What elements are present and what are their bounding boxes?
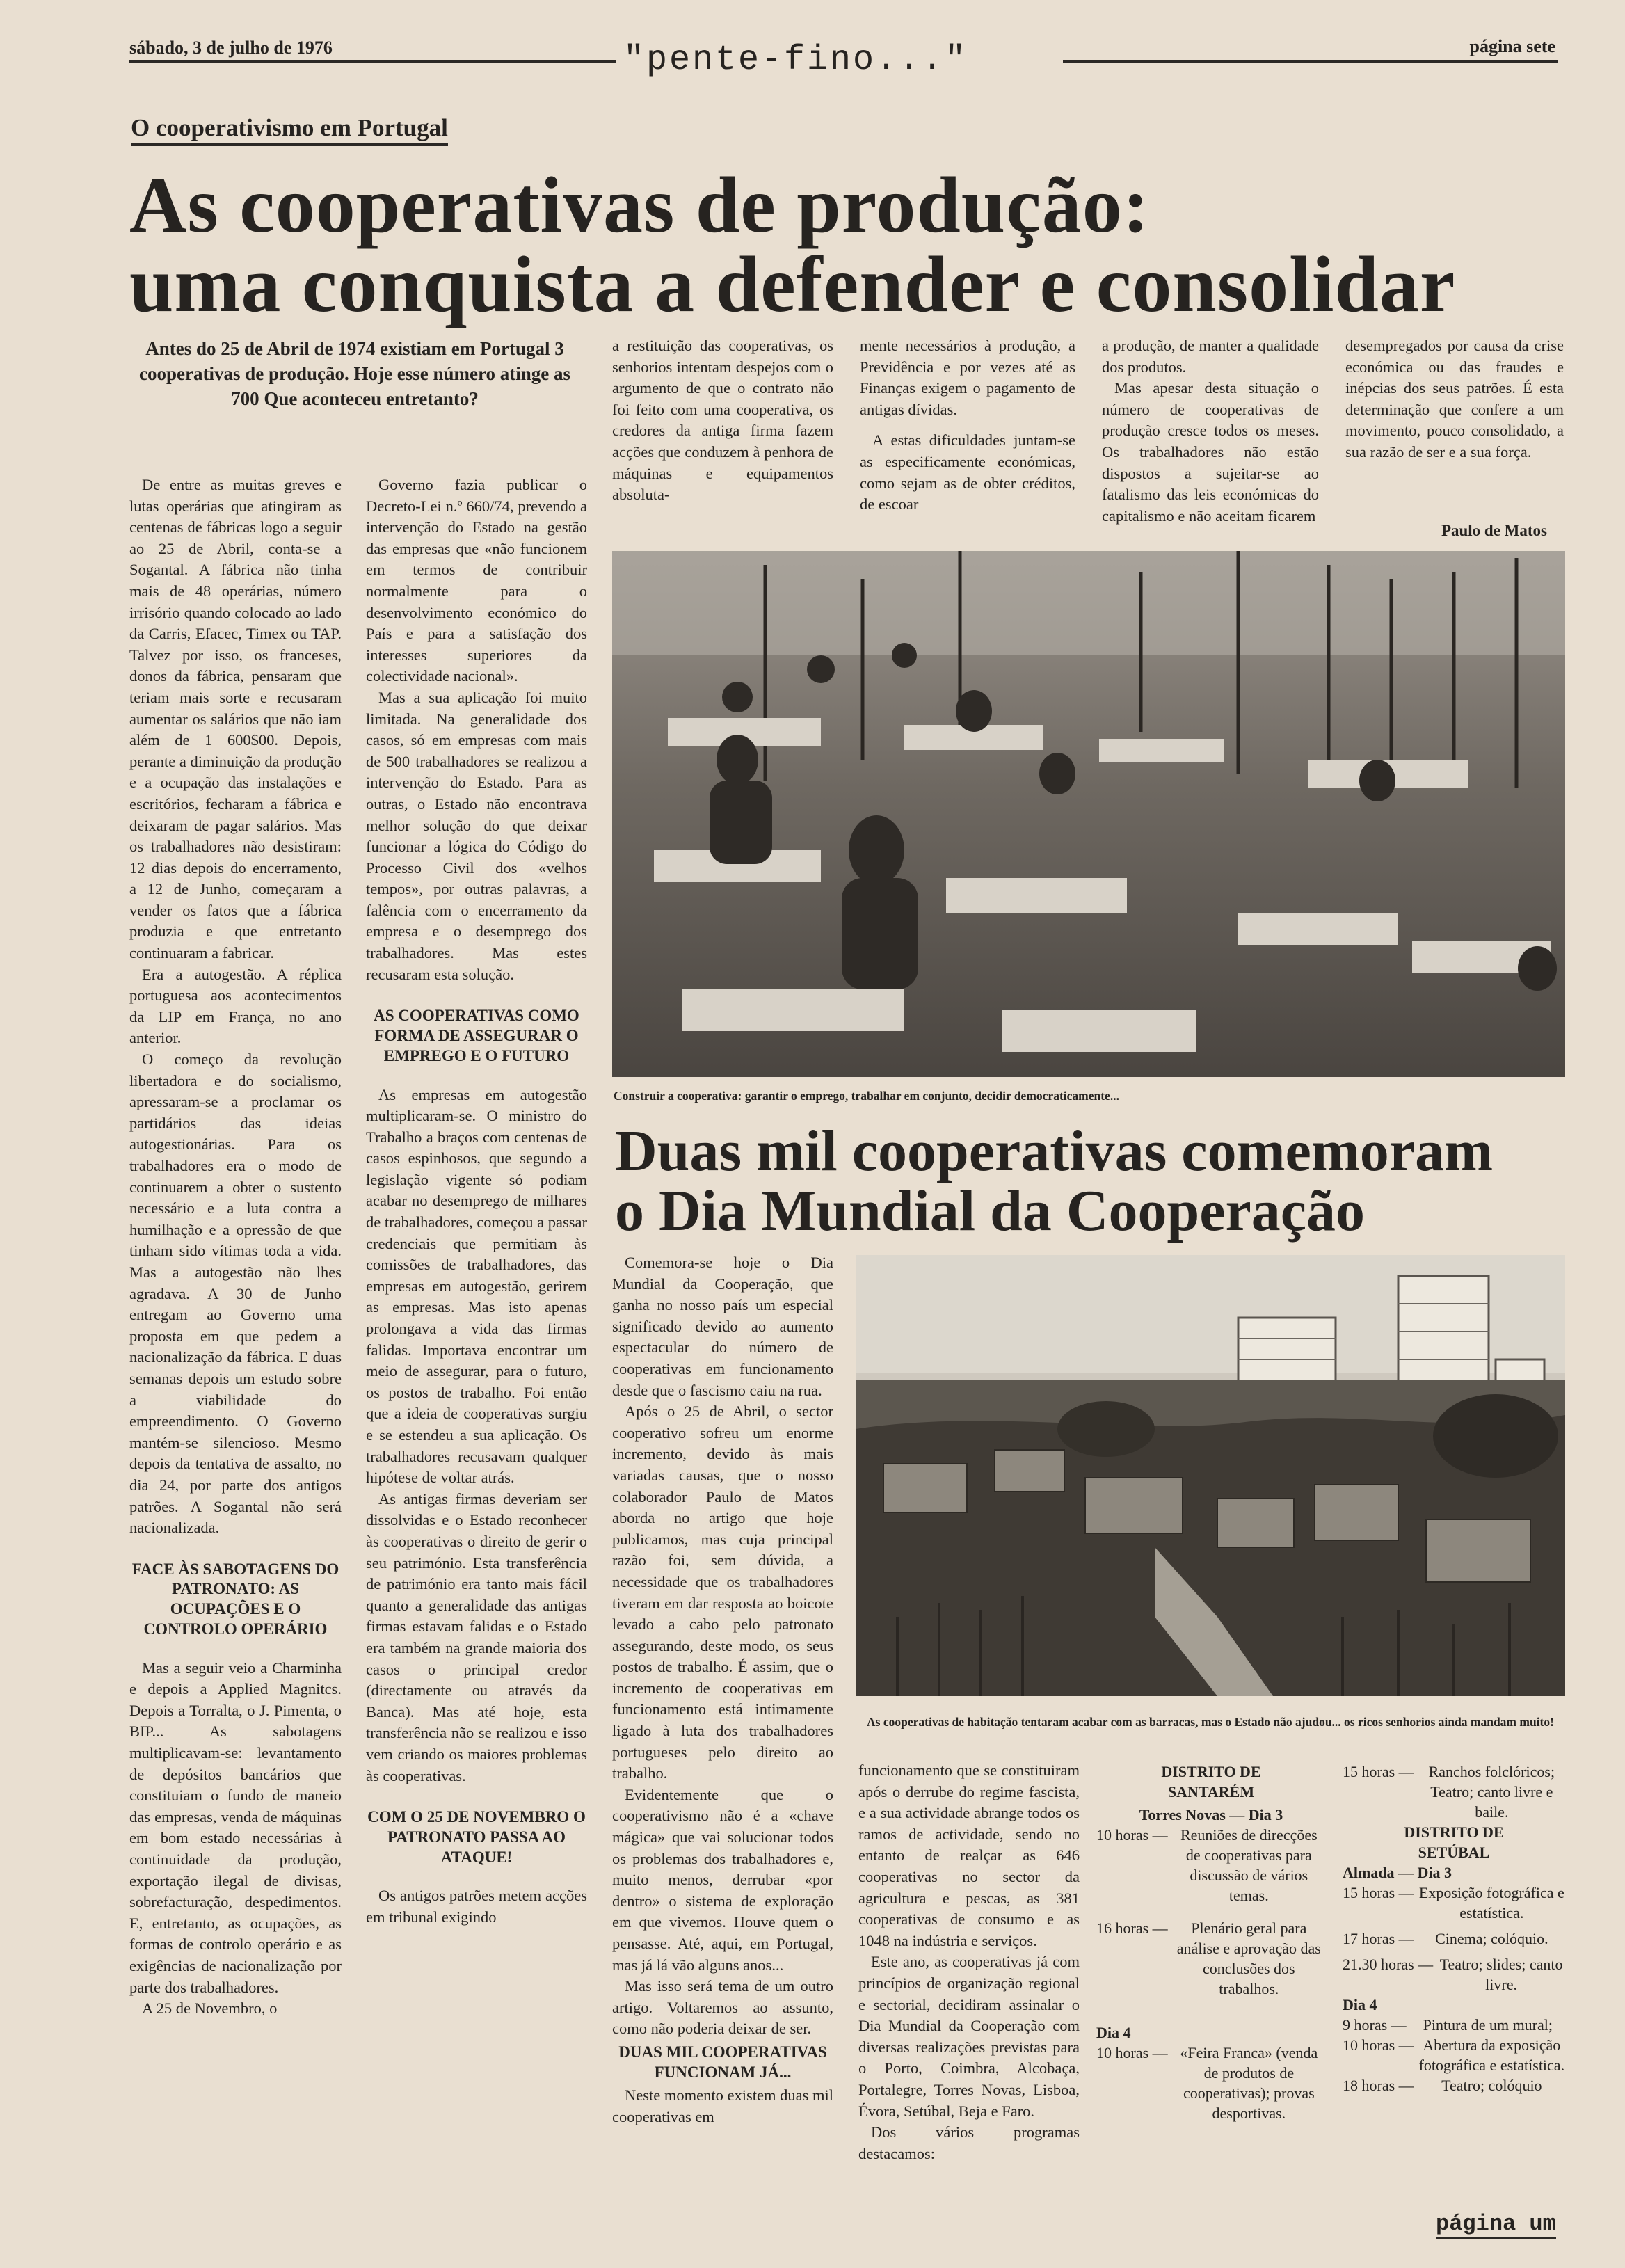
paragraph: As antigas firmas deveriam ser dissolvidas e o Estado reconhecer às cooperativas o direito de gerir o seu património. Esta transferência de património era tanto mais fácil quanto a generalidade das antigas firmas estavam falidas e o Estado era também na grande maioria dos casos o principal credor (directamente ou através da Banca). Mas até hoje, esta transferência não se realizou e isso vem criando os maiores problemas às cooperativas. bbox=[366, 1490, 587, 1784]
event-place: Almada — Dia 3 bbox=[1343, 1864, 1452, 1882]
santarem-programme bbox=[1096, 1762, 1326, 2124]
article2-column-1 bbox=[612, 1252, 833, 2219]
article-kicker: O cooperativismo em Portugal bbox=[131, 114, 448, 146]
item-desc: Ranchos folclóricos; Teatro; canto livre e baile. bbox=[1428, 1763, 1555, 1821]
programme-item bbox=[1343, 2035, 1565, 2075]
paragraph: Governo fazia publicar o Decreto-Lei n.º 660/74, prevendo a intervenção do Estado na gestão das empresas que «não funcionem em termos de contribuir normalmente para o desenvolvimento económico do País e para a satisfação dos interesses superiores da colectividade nacional». bbox=[366, 476, 587, 685]
paragraph: Mas a seguir veio a Charminha e depois a Applied Magnitcs. Depois a Torralta, o J. Pimenta, o BIP... As sabotagens multiplicavam-se: levantamento de depósitos bancários que constituiam o fundo de maneio das empresas, venda de máquinas em bom estado necessárias à continuidade da produção, exportação ilegal de divisas, sobrefacturação, despedimentos. E, entretanto, as ocupações, as formas de controlo operário e as exigências de nacionalização por parte dos trabalhadores. bbox=[129, 1659, 342, 1996]
item-desc: Pintura de um mural; bbox=[1423, 2016, 1553, 2034]
setubal-programme bbox=[1343, 1762, 1565, 2096]
subheading: FACE ÀS SABOTAGENS DO PATRONATO: AS OCUPAÇÕES E O CONTROLO OPERÁRIO bbox=[131, 1560, 339, 1638]
continued-on-page: página um bbox=[1436, 2211, 1556, 2239]
item-time: 18 horas — bbox=[1343, 2077, 1414, 2095]
programme-item bbox=[1096, 2043, 1326, 2123]
item-desc: Teatro; colóquio bbox=[1441, 2077, 1542, 2095]
header-rule-right bbox=[1063, 60, 1558, 63]
paragraph: Os antigos patrões metem acções em tribunal exigindo bbox=[366, 1887, 587, 1926]
paragraph: Mas isso será tema de um outro artigo. Voltaremos ao assunto, como não poderia deixar de ser. bbox=[612, 1977, 833, 2038]
item-desc: Abertura da exposição fotográfica e estatística. bbox=[1418, 2036, 1565, 2075]
item-time: 17 horas — bbox=[1343, 1930, 1414, 1948]
item-time: 10 horas — bbox=[1343, 2036, 1414, 2054]
paragraph: Mas apesar desta situação o número de cooperativas de produção cresce todos os meses. Os trabalhadores não estão dispostos a sujeitar-se ao fatalismo das leis económicas do capitalismo e não aceitam ficarem bbox=[1102, 379, 1319, 525]
subheading: AS COOPERATIVAS COMO FORMA DE ASSEGURAR O EMPREGO E O FUTURO bbox=[374, 1007, 579, 1064]
programme-item bbox=[1343, 1883, 1565, 1923]
paragraph: Após o 25 de Abril, o sector cooperativo sofreu um enorme incremento, devido às mais variadas causas, que o nosso colaborador Paulo de Matos aborda no artigo que hoje publicamos, mas cuja principal razão foi, sem dúvida, a necessidade que os trabalhadores tiveram em dar resposta ao boicote levado a cabo pelo patronato assegurando, deste modo, os seus postos de trabalho. É assim, que o incremento de cooperativas em funcionamento está intimamente ligado à luta dos trabalhadores portugueses pelo direito ao trabalho. bbox=[612, 1403, 833, 1782]
byline: Paulo de Matos bbox=[1441, 522, 1547, 539]
section-title: "pente-fino..." bbox=[623, 40, 968, 80]
page-label: página sete bbox=[1469, 36, 1555, 56]
paragraph: Mas a sua aplicação foi muito limitada. Na generalidade dos casos, só em empresas com mais de 500 trabalhadores se realizou a intervenção do Estado. Para as outras, o Estado não encontrava melhor solução do que deixar funcionar a lógica do Código do Processo Civil dos «velhos tempos», por outras palavras, a falência com o encerramento da empresa e o desemprego dos trabalhadores. Mas estes recusaram esta solução. bbox=[366, 688, 587, 983]
paragraph: As empresas em autogestão multiplicaram-se. O ministro do Trabalho a braços com centenas de casos espinhosos, que segundo a legislação vigente só podiam acabar no desemprego de milhares de trabalhadores, começou a passar credenciais que permitiam às comissões de trabalhadores, das empresas em autogestão, gerirem as empresas. Mas isto apenas prolongava a vida das firmas falidas. Importava encontrar um meio de assegurar, para o futuro, os postos de trabalho. Foi então que a ideia de cooperativas surgiu e se estendeu a sua aplicação. Os trabalhadores recusavam qualquer hipótese de voltar atrás. bbox=[366, 1085, 587, 1487]
paragraph: Era a autogestão. A réplica portuguesa aos acontecimentos da LIP em França, no ano anterior. bbox=[129, 965, 342, 1047]
article-column-1 bbox=[129, 474, 342, 2221]
programme-item bbox=[1096, 1825, 1326, 1906]
article-headline-line1: As cooperativas de produção: bbox=[129, 161, 1150, 249]
article-column-5 bbox=[1102, 335, 1319, 544]
paragraph: Evidentemente que o cooperativismo não é a «chave mágica» que vai solucionar todos os problemas dos trabalhadores e, muito menos, derrubar «por dentro» o sistema de exploração em que vivemos. Houve quem o pensasse. Até, aqui, em Portugal, mas já lá vão alguns anos... bbox=[612, 1785, 833, 1974]
factory-photo bbox=[612, 551, 1565, 1077]
item-desc: Teatro; slides; canto livre. bbox=[1439, 1956, 1563, 1994]
programme-item bbox=[1343, 1762, 1565, 1822]
district-heading: DISTRITO DE SANTARÉM bbox=[1161, 1763, 1261, 1801]
paragraph: De entre as muitas greves e lutas operárias que atingiram as centenas de fábricas logo a seguir ao 25 de Abril, conta-se a Sogantal. A fábrica não tinha mais de 48 operárias, número irrisório quando colocado ao lado da Carris, Efacec, Timex ou TAP. Talvez por isso, os franceses, donos da fábrica, pensaram que teriam mais sorte e recusaram aumentar os salários que não iam além de 1 600$00. Depois, perante a diminuição da produção e a ocupação das instalações e escritórios, fecharam a fábrica e deixaram de pagar salários. Mas os trabalhadores não desistiram: 12 dias depois do encerramento, a 12 de Junho, começaram a vender os fatos que a fábrica produzia e que entretanto continuaram a fabricar. bbox=[129, 476, 342, 962]
programme-item bbox=[1343, 1928, 1565, 1949]
item-time: 16 horas — bbox=[1096, 1919, 1168, 1938]
paragraph: Neste momento existem duas mil cooperativas em bbox=[612, 2086, 833, 2126]
paragraph: O começo da revolução libertadora e do socialismo, apressaram-se a proclamar os partidários das ideias autogestionárias. Para os trabalhadores era o modo de continuarem a obter o sustento necessário e a luta contra a humilhação e a opressão de que tinham sido vítimas toda a vida. Mas a autogestão não lhes agradava. A 30 de Junho entregam ao Governo uma proposta em que pedem a nacionalização da fábrica. E duas semanas depois um estudo sobre a viabilidade do empreendimento. O Governo mantém-se silencioso. Mesmo depois da tentativa de assalto, no dia 24, por parte dos antigos patrões. A Sogantal não será nacionalizada. bbox=[129, 1051, 342, 1537]
paragraph: A 25 de Novembro, o bbox=[142, 1999, 278, 2018]
item-desc: Plenário geral para análise e aprovação das conclusões dos trabalhos. bbox=[1176, 1919, 1321, 1998]
item-time: 10 horas — bbox=[1096, 1826, 1168, 1844]
event-place: Torres Novas — Dia 3 bbox=[1139, 1806, 1283, 1824]
article-column-6 bbox=[1345, 335, 1564, 502]
item-desc: «Feira Franca» (venda de produtos de cooperativas); provas desportivas. bbox=[1180, 2044, 1318, 2123]
paragraph: A estas dificuldades juntam-se as especificamente económicas, como sejam as de obter créditos, de escoar bbox=[860, 431, 1075, 513]
article-lead: Antes do 25 de Abril de 1974 existiam em Portugal 3 cooperativas de produção. Hoje esse número atinge as 700 Que aconteceu entretanto? bbox=[139, 338, 570, 409]
housing-photo-caption: As cooperativas de habitação tentaram acabar com as barracas, mas o Estado não ajudou... os ricos senhorios ainda mandam muito! bbox=[867, 1715, 1554, 1729]
item-time: 15 horas — bbox=[1343, 1763, 1414, 1780]
item-time: 21.30 horas — bbox=[1343, 1956, 1434, 1974]
item-desc: Reuniões de direcções de cooperativas para discussão de vários temas. bbox=[1180, 1826, 1318, 1905]
programme-item bbox=[1343, 1954, 1565, 1995]
subheading: DUAS MIL COOPERATIVAS FUNCIONAM JÁ... bbox=[618, 2043, 827, 2081]
paragraph: mente necessários à produção, a Previdência e por vezes até as Finanças exigem o pagamento de antigas dívidas. bbox=[860, 337, 1075, 418]
day-label: Dia 4 bbox=[1096, 2024, 1131, 2042]
article2-column-2 bbox=[858, 1760, 1080, 2219]
article-column-4 bbox=[860, 335, 1075, 544]
paragraph: a produção, de manter a qualidade dos produtos. bbox=[1102, 337, 1319, 376]
item-desc: Cinema; colóquio. bbox=[1435, 1930, 1548, 1948]
article-column-3 bbox=[612, 335, 833, 544]
day-label: Dia 4 bbox=[1343, 1996, 1377, 2014]
paragraph: funcionamento que se constituiram após o derrube do regime fascista, e a sua actividade abrange todos os ramos de actividade, sendo no entanto de realçar as 646 cooperativas no sector da agricultura e pescas, as 381 cooperativas de consumo e as 1048 na indústria e serviços. bbox=[858, 1762, 1080, 1949]
subheading: COM O 25 DE NOVEMBRO O PATRONATO PASSA AO ATAQUE! bbox=[367, 1808, 586, 1866]
programme-item bbox=[1343, 2015, 1565, 2035]
issue-date: sábado, 3 de julho de 1976 bbox=[129, 38, 333, 58]
item-time: 10 horas — bbox=[1096, 2044, 1168, 2062]
paragraph: a restituição das cooperativas, os senhorios intentam despejos com o argumento de que o contrato não foi feito com uma cooperativa, os credores da antiga firma fazem acções que conduzem à penhora de máquinas e equipamentos absoluta- bbox=[612, 337, 833, 504]
article-headline-line2: uma conquista a defender e consolidar bbox=[129, 240, 1456, 328]
district-heading: DISTRITO DE SETÚBAL bbox=[1404, 1823, 1504, 1862]
item-desc: Exposição fotográfica e estatística. bbox=[1418, 1884, 1564, 1922]
item-time: 15 horas — bbox=[1343, 1884, 1414, 1902]
programme-item bbox=[1096, 1918, 1326, 1999]
factory-photo-caption: Construir a cooperativa: garantir o emprego, trabalhar em conjunto, decidir democraticamente... bbox=[614, 1089, 1119, 1103]
paragraph: Dos vários programas destacamos: bbox=[858, 2123, 1080, 2162]
housing-photo bbox=[856, 1255, 1565, 1696]
programme-item bbox=[1343, 2075, 1565, 2095]
header-rule-left bbox=[129, 60, 616, 63]
paragraph: desempregados por causa da crise económica ou das fraudes e inépcias dos seus patrões. É esta determinação que confere a um movimento, pouco consolidado, a sua razão de ser e a sua força. bbox=[1345, 337, 1564, 461]
article-column-2 bbox=[366, 474, 587, 2221]
article2-headline-line2: o Dia Mundial da Cooperação bbox=[615, 1179, 1366, 1243]
paragraph: Este ano, as cooperativas já com princípios de organização regional e sectorial, decidiram assinalar o Dia Mundial da Cooperação com diversas realizações previstas para o Porto, Coimbra, Alcobaça, Portalegre, Torres Novas, Lisboa, Évora, Setúbal, Beja e Faro. bbox=[858, 1953, 1080, 2120]
paragraph: Comemora-se hoje o Dia Mundial da Cooperação, que ganha no nosso país um especial significado devido ao aumento espectacular do número de cooperativas em funcionamento desde que o fascismo caiu na rua. bbox=[612, 1254, 833, 1399]
article2-headline-line1: Duas mil cooperativas comemoram bbox=[615, 1119, 1494, 1183]
item-time: 9 horas — bbox=[1343, 2016, 1407, 2034]
